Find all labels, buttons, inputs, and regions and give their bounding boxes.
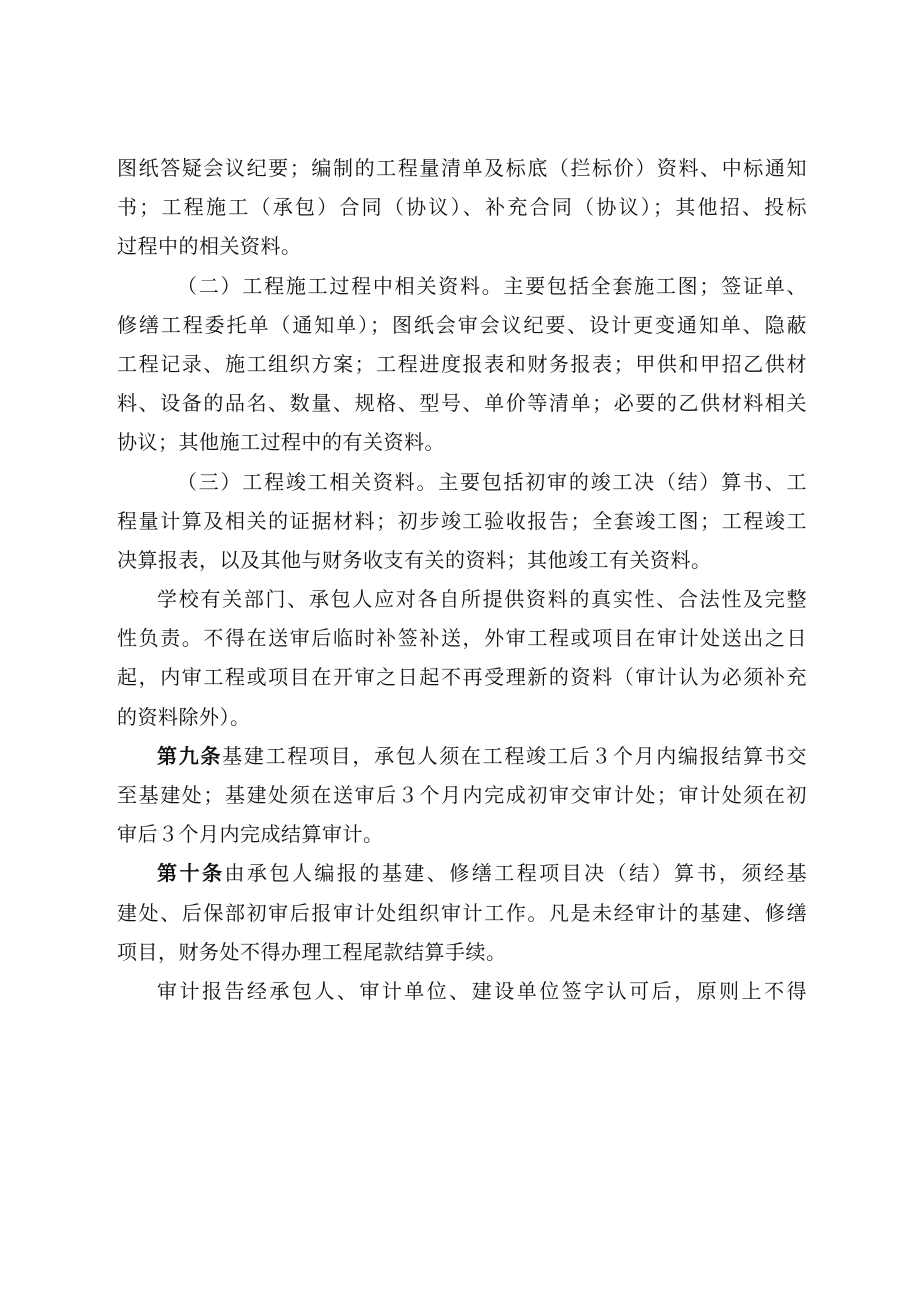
text-line: （二）工程施工过程中相关资料。主要包括全套施工图；签证单、 [177, 273, 807, 298]
text-line: 决算报表，以及其他与财务收支有关的资料；其他竣工有关资料。 [117, 547, 712, 572]
text-line: 程量计算及相关的证据材料；初步竣工验收报告；全套竣工图；工程竣工 [117, 508, 807, 533]
text-line: 学校有关部门、承包人应对各自所提供资料的真实性、合法性及完整 [157, 587, 807, 612]
document-page [117, 149, 807, 1011]
paragraph-audit-report [117, 972, 807, 1011]
text-line: 图纸答疑会议纪要；编制的工程量清单及标底（拦标价）资料、中标通知 [117, 156, 807, 180]
article-text: 由承包人编报的基建、修缮工程项目决（结）算书，须经基 [224, 861, 808, 886]
article-ten [117, 854, 807, 972]
text-line: （三）工程竣工相关资料。主要包括初审的竣工决（结）算书、工 [177, 469, 807, 494]
article-heading: 第十条 [157, 861, 225, 886]
text-line: 书；工程施工（承包）合同（协议）、补充合同（协议）；其他招、投标 [117, 195, 807, 220]
article-nine [117, 737, 807, 855]
text-line: 协议；其他施工过程中的有关资料。 [117, 430, 445, 455]
paragraph-construction-materials [117, 267, 807, 463]
paragraph-bidding-materials [117, 149, 807, 267]
text-line: 性负责。不得在送审后临时补签补送，外审工程或项目在审计处送出之日 [117, 626, 807, 651]
text-line: 过程中的相关资料。 [117, 234, 302, 259]
text-line: 工程记录、施工组织方案；工程进度报表和财务报表；甲供和甲招乙供材 [117, 351, 807, 376]
article-text: 基建工程项目，承包人须在工程竣工后３个月内编报结算书交 [222, 743, 808, 768]
text-line: 料、设备的品名、数量、规格、型号、单价等清单；必要的乙供材料相关 [117, 391, 807, 416]
article-heading: 第九条 [157, 743, 223, 768]
text-line: 的资料除外）。 [117, 704, 251, 729]
text-line: 修缮工程委托单（通知单）；图纸会审会议纪要、设计更变通知单、隐蔽 [117, 312, 807, 337]
paragraph-responsibility [117, 580, 807, 737]
text-line: 建处、后保部初审后报审计处组织审计工作。凡是未经审计的基建、修缮 [117, 900, 807, 925]
text-line [117, 854, 807, 893]
paragraph-completion-materials [117, 463, 807, 581]
text-line: 起，内审工程或项目在开审之日起不再受理新的资料（审计认为必须补充 [117, 665, 807, 690]
text-line: 项目，财务处不得办理工程尾款结算手续。 [117, 939, 507, 964]
text-line: 审计报告经承包人、审计单位、建设单位签字认可后，原则上不得 [157, 978, 807, 1003]
text-line: 至基建处；基建处须在送审后３个月内完成初审交审计处；审计处须在初 [117, 783, 807, 807]
text-line: 审后３个月内完成结算审计。 [117, 822, 384, 847]
text-line [117, 737, 807, 776]
